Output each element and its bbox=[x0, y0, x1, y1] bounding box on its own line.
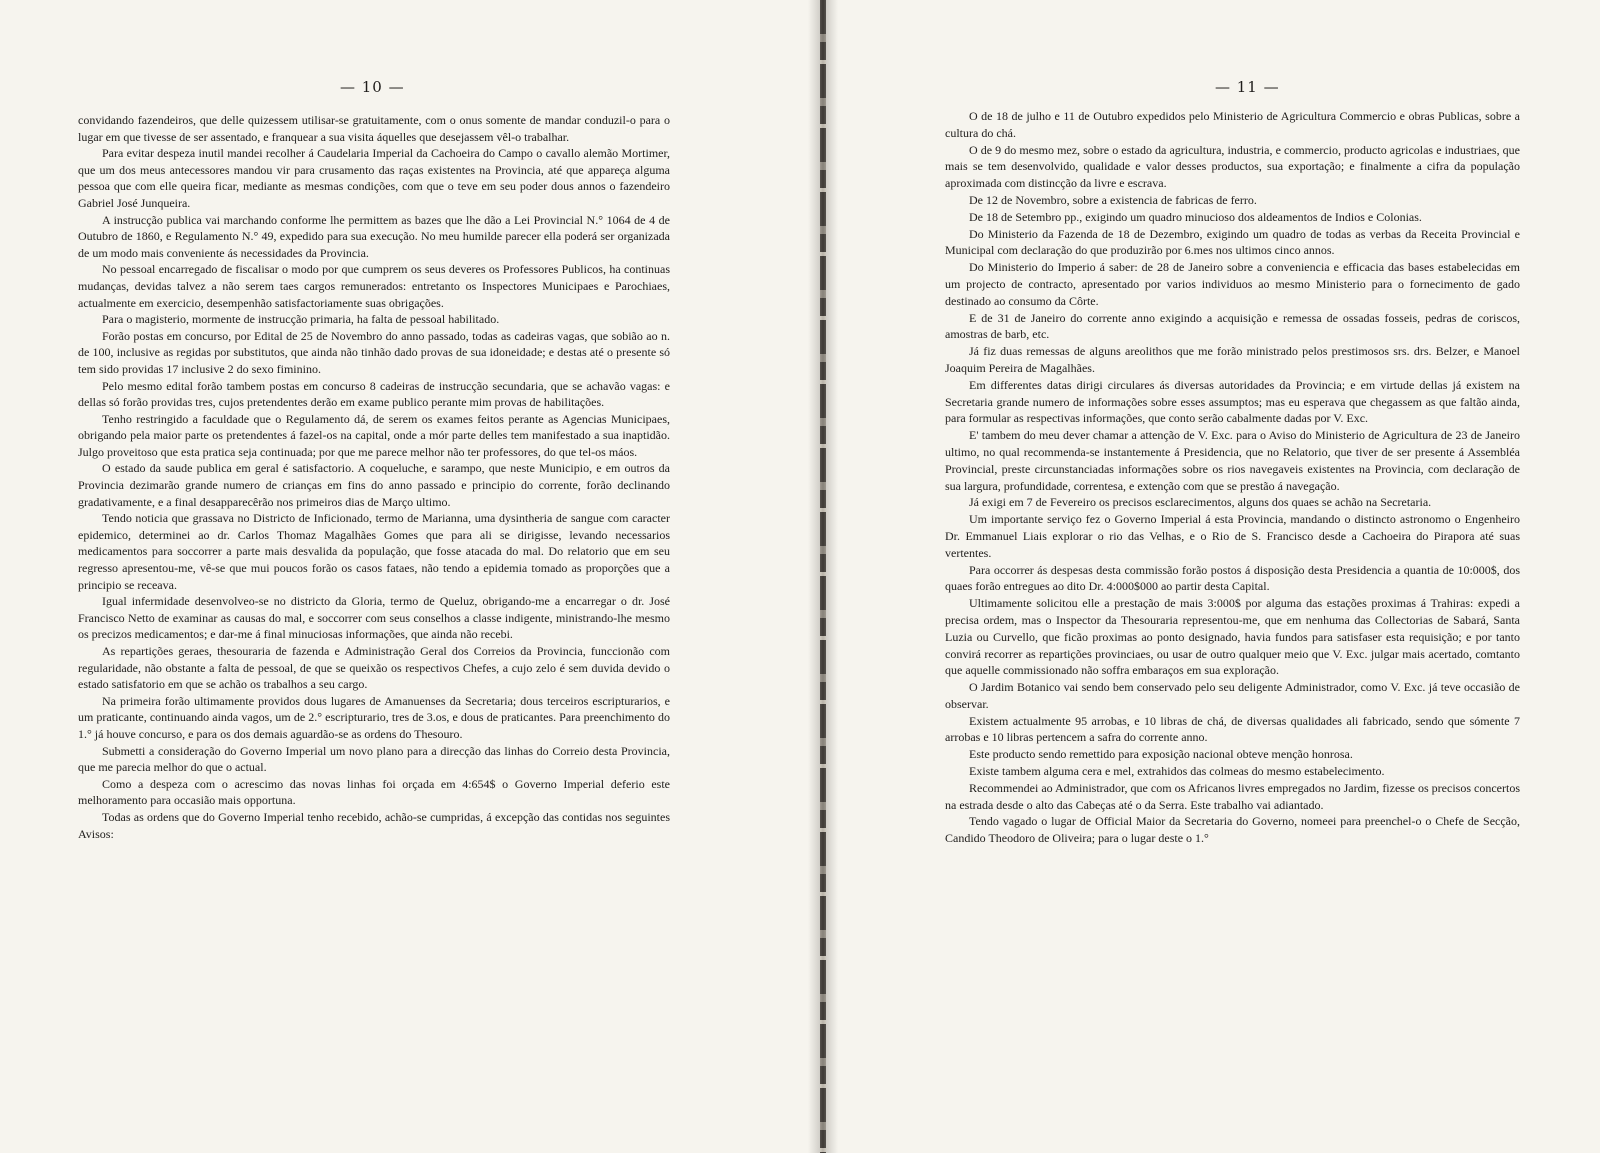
paragraph: Pelo mesmo edital forão tambem postas em concurso 8 cadeiras de instrucção secundaria, que se achavão vagas: e dellas só forão providas tres, cujos pretendentes derão em exame publico perante mim provas de habilitações. bbox=[78, 378, 670, 410]
paragraph: De 12 de Novembro, sobre a existencia de fabricas de ferro. bbox=[969, 192, 1257, 207]
paragraph: Para evitar despeza inutil mandei recolher á Caudelaria Imperial da Cachoeira do Campo o cavallo alemão Mortimer, que um dos meus antecessores mandou vir para crusamento das raças existentes na Provincia, até que appareça alguma pessoa que com elle queira ficar, mediante as mesmas condições, com que o teve em seu poder dous annos o fazendeiro Gabriel José Junqueira. bbox=[78, 146, 670, 210]
paragraph: E' tambem do meu dever chamar a attenção de V. Exc. para o Aviso do Ministerio de Agricultura de 23 de Janeiro ultimo, no qual recommenda-se instantemente á Presidencia, que no Relatorio, que tiver de ser presente á Assembléa Provincial, preste circunstanciadas informações sobre os rios navegaveis existentes na Provincia, com declaração de sua largura, profundidade, correntesa, e extenção com que se prestão á navegação. bbox=[945, 428, 1520, 493]
paragraph: Este producto sendo remettido para exposição nacional obteve menção honrosa. bbox=[969, 747, 1353, 762]
right-page-text bbox=[945, 108, 1520, 847]
paragraph: Já exigi em 7 de Fevereiro os precisos esclarecimentos, alguns dos quaes se achão na Secretaria. bbox=[969, 495, 1432, 510]
paragraph: Do Ministerio do Imperio á saber: de 28 de Janeiro sobre a conveniencia e efficacia das bases estabelecidas em um projecto de contracto, apresentado por varios individuos ao mesmo Ministerio para o fornecimento de gado destinado ao consumo da Côrte. bbox=[945, 260, 1520, 308]
paragraph: convidando fazendeiros, que delle quizessem utilisar-se gratuitamente, com o onus somente de mandar conduzil-o para o lugar em que tivesse de ser assentado, e franquear a sua visita áquelles que desejassem vêl-o trabalhar. bbox=[78, 113, 670, 144]
paragraph: Já fiz duas remessas de alguns areolithos que me forão ministrado pelos prestimosos srs. drs. Belzer, e Manoel Joaquim Pereira de Magalhães. bbox=[945, 344, 1520, 375]
paragraph: O de 18 de julho e 11 de Outubro expedidos pelo Ministerio de Agricultura Commercio e obras Publicas, sobre a cultura do chá. bbox=[945, 109, 1520, 140]
page-number-right: — 11 — bbox=[1215, 78, 1280, 96]
paragraph: E de 31 de Janeiro do corrente anno exigindo a acquisição e remessa de ossadas fosseis, pedras de coriscos, amostras de barb, etc. bbox=[945, 310, 1520, 342]
paragraph: Existe tambem alguma cera e mel, extrahidos das colmeas do mesmo estabelecimento. bbox=[969, 764, 1385, 779]
paragraph: O Jardim Botanico vai sendo bem conservado pelo seu deligente Administrador, como V. Exc. já teve occasião de observar. bbox=[945, 680, 1520, 711]
paragraph: Um importante serviço fez o Governo Imperial á esta Provincia, mandando o distincto astronomo o Engenheiro Dr. Emmanuel Liais explorar o rio das Velhas, e o Rio de S. Francisco desde a Cachoeira do Pirapora até suas vertentes. bbox=[945, 512, 1520, 560]
paragraph: Recommendei ao Administrador, que com os Africanos livres empregados no Jardim, fizesse os precisos concertos na estrada desde o alto das Cabeças até o da Serra. Este trabalho vai adiantado. bbox=[945, 780, 1520, 812]
paragraph: Forão postas em concurso, por Edital de 25 de Novembro do anno passado, todas as cadeiras vagas, que sobião ao n. de 100, inclusive as regidas por substitutos, que ainda não tinhão dado provas de sua idoneidade; e destas até o presente só tem sido providas 17 inclusive 2 do sexo fiminino. bbox=[78, 328, 670, 376]
paragraph: Tendo vagado o lugar de Official Maior da Secretaria do Governo, nomeei para preenchel-o o Chefe de Secção, Candido Theodoro de Oliveira; para o lugar deste o 1.° bbox=[945, 814, 1520, 846]
paragraph: O estado da saude publica em geral é satisfactorio. A coqueluche, e sarampo, que neste Municipio, e em outros da Provincia dezimarão grande numero de crianças em fins do anno passado e principio do corrente, forão declinando gradativamente, e a final desapparecêrão nos primeiros dias de Março ultimo. bbox=[78, 461, 670, 509]
paragraph: Do Ministerio da Fazenda de 18 de Dezembro, exigindo um quadro de todas as verbas da Receita Provincial e Municipal com declaração do que produzirão por 6.mes nos ultimos cinco annos. bbox=[945, 226, 1520, 258]
paragraph: Ultimamente solicitou elle a prestação de mais 3:000$ por alguma das estações proximas á Trahiras: expedi a precisa ordem, mas o Inspector da Thesouraria representou-me, que em nenhuma das Collectorias de Sabará, Santa Luzia ou Curvello, que ficão proximas ao ponto designado, havia fundos para satisfaser esta requisição; e por tanto convirá recorrer as repartições provinciaes, ou usar de outro qualquer meio que V. Exc. julgar mais acertado, comtanto que aquelle commissionado não soffra embaraços em sua exploração. bbox=[945, 596, 1520, 678]
paragraph: Tenho restringido a faculdade que o Regulamento dá, de serem os exames feitos perante as Agencias Municipaes, obrigando pela maior parte os pretendentes á fazel-os na capital, onde a mór parte delles tem manifestado a sua inaptidão. Julgo proveitoso que esta pratica seja continuada; por que me parece melhor não ter professores, do que tel-os máos. bbox=[78, 411, 670, 459]
paragraph: Em differentes datas dirigi circulares ás diversas autoridades da Provincia; e em virtude dellas já existem na Secretaria grande numero de informações sobre esses assumptos; mas eu esperava que chegassem as que faltão ainda, para formular as respectivas informações, que conto serão cabalmente dadas por V. Exc. bbox=[945, 377, 1520, 426]
paragraph: Tendo noticia que grassava no Districto de Inficionado, termo de Marianna, uma dysintheria de sangue com caracter epidemico, determinei ao dr. Carlos Thomaz Magalhães Gomes que para ali se dirigisse, levando necessarios medicamentos para soccorrer a parte mais desvalida da população, que fosse atacada do mal. Do relatorio que em seu regresso apresentou-me, vê-se que mui poucos forão os casos fataes, não tendo a epidemia tomado as proporções que a principio se receava. bbox=[78, 511, 670, 592]
paragraph: Como a despeza com o acrescimo das novas linhas foi orçada em 4:654$ o Governo Imperial deferio este melhoramento para occasião mais opportuna. bbox=[78, 776, 670, 808]
binding-stitches bbox=[820, 0, 826, 1153]
paragraph: Igual infermidade desenvolveo-se no districto da Gloria, termo de Queluz, obrigando-me a encarregar o dr. José Francisco Netto de examinar as causas do mal, e soccorrer com seus conselhos a classe indigente, ministrando-lhe mesmo os precizos medicamentos; e dar-me á final minuciosas informações, que ainda não recebi. bbox=[78, 594, 670, 642]
paragraph: Na primeira forão ultimamente providos dous lugares de Amanuenses da Secretaria; dous terceiros escripturarios, e um praticante, continuando ainda vagos, um de 2.° escripturario, tres de 3.os, e dous de praticantes. Para preenchimento do 1.° já houve concurso, e para os dos demais aguardão-se as ordens do Thesouro. bbox=[78, 693, 670, 741]
paragraph: Existem actualmente 95 arrobas, e 10 libras de chá, de diversas qualidades ali fabricado, sendo que sómente 7 arrobas e 10 libras pertencem a safra do corrente anno. bbox=[945, 713, 1520, 745]
paragraph: Submetti a consideração do Governo Imperial um novo plano para a direcção das linhas do Correio desta Provincia, que me parecia melhor do que o actual. bbox=[78, 743, 670, 775]
paragraph: A instrucção publica vai marchando conforme lhe permittem as bazes que lhe dão a Lei Provincial N.° 1064 de 4 de Outubro de 1860, e Regulamento N.° 49, expedido para sua execução. No meu humilde parecer ella poderá ser organizada de um modo mais conveniente ás necessidades da Provincia. bbox=[78, 212, 670, 260]
paragraph: As repartições geraes, thesouraria de fazenda e Administração Geral dos Correios da Provincia, funccionão com regularidade, não obstante a falta de pessoal, de que se queixão os respectivos Chefes, a cujo zelo é sem duvida devido o estado satisfatorio em que se achão os trabalhos a seu cargo. bbox=[78, 644, 670, 692]
paragraph: Para occorrer ás despesas desta commissão forão postos á disposição desta Presidencia a quantia de 10:000$, dos quaes forão entregues ao dito Dr. 4:000$000 ao partir desta Capital. bbox=[945, 562, 1520, 594]
paragraph: Para o magisterio, mormente de instrucção primaria, ha falta de pessoal habilitado. bbox=[102, 312, 500, 327]
paragraph: No pessoal encarregado de fiscalisar o modo por que cumprem os seus deveres os Professores Publicos, ha continuas mudanças, devidas talvez a não serem taes cargos remunerados: entretanto os Inspectores Municipaes e Parochiaes, actualmente em exercicio, desempenhão satisfactoriamente suas obrigações. bbox=[78, 262, 670, 310]
left-page-text bbox=[78, 112, 670, 842]
paragraph: Todas as ordens que do Governo Imperial tenho recebido, achão-se cumpridas, á excepção das contidas nos seguintes Avisos: bbox=[78, 809, 670, 841]
paragraph: O de 9 do mesmo mez, sobre o estado da agricultura, industria, e commercio, producto agricolas e industriaes, que mais se tem desenvolvido, qualidade e valor desses productos, sua exportação; e finalmente a cifra da população aproximada com distincção da livre e escrava. bbox=[945, 142, 1520, 191]
page-number-left: — 10 — bbox=[340, 78, 405, 96]
paragraph: De 18 de Setembro pp., exigindo um quadro minucioso dos aldeamentos de Indios e Colonias. bbox=[969, 209, 1422, 224]
